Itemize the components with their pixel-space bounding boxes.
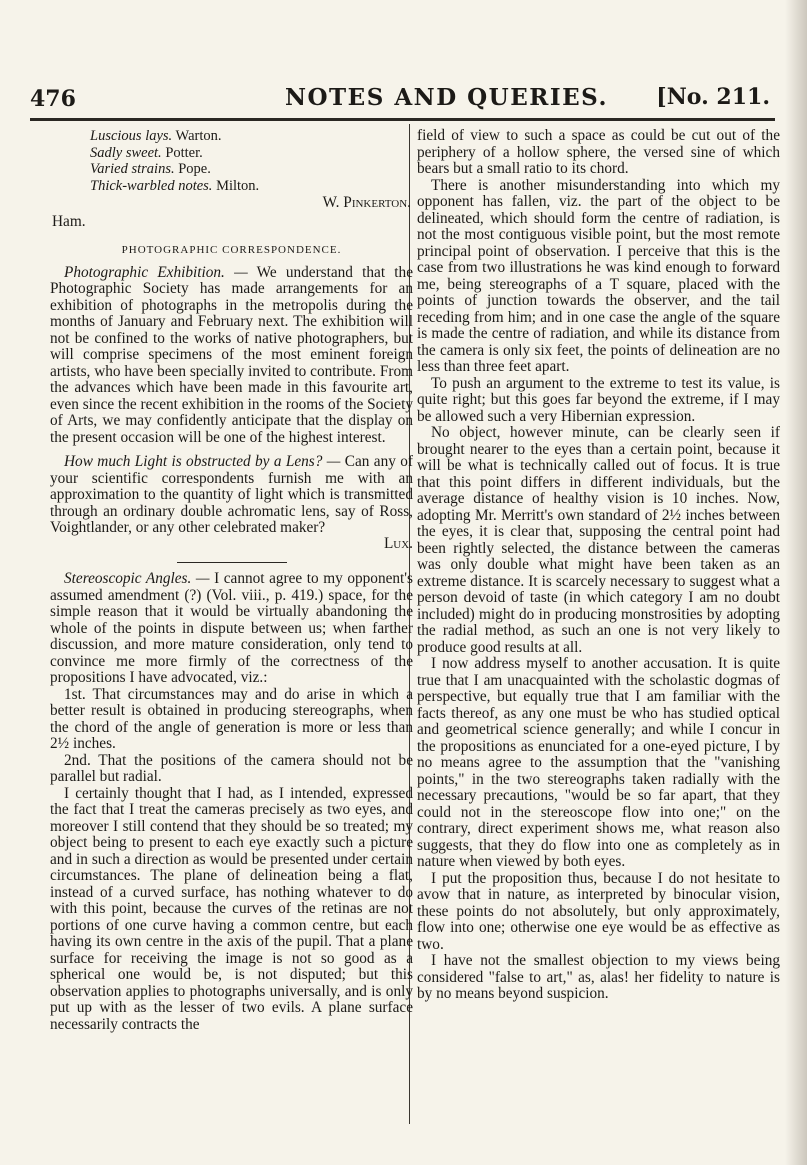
stereoscopic-para2: I certainly thought that I had, as I intended, expressed the fact that I treat the cameras precisely as two eyes, and moreover I still contend that they should be so treated; my object being to present to each eye exactly such a picture and in such a direction as would be presented under certain circumstances. The plane of delineation being a flat, instead of a curved surface, has nothing whatever to do with this point, because the curves of the retinas are not portions of one curve having a common centre, but each having its own centre in the axis of the pupil. That a plane surface for receiving the image is not so good as a spherical one would be, is not disputed; but this observation applies to photographs universally, and is only put up with as the lesser of two evils. A plane surface necessarily contracts the <box>50 784 413 1033</box>
left-column <box>50 128 413 1033</box>
lens-lead: How much Light is obstructed by a Lens? — <box>64 453 341 470</box>
exhibition-text: We understand that the Photographic Society has made arrangements for an exhibition of photographs in the metropolis during the months of January and February next. The exhibition will not be confined to the works of native photographers, but will comprise specimens of the most eminent foreign artists, who have been specially invited to contribute. From the advances which have been made in this favourite art, even since the recent exhibition in the rooms of the Society of Arts, we may confidently anticipate that the display on the present occasion will be one of the highest interest. <box>50 263 413 446</box>
lens-text: Can any of your scientific correspondents furnish me with an approximation to the quantity of light which is transmitted through an ordinary double achromatic lens, say of Ross, Voightlander, or any other celebrated maker? <box>50 453 414 536</box>
stereoscopic-para9: I have not the smallest objection to my views being considered "false to art," as, alas! her fidelity to nature is by no means beyond suspicion. <box>417 952 780 1002</box>
exhibition-lead: Photographic Exhibition. — <box>64 263 248 281</box>
running-header <box>30 82 770 116</box>
article-separator <box>177 562 287 563</box>
verse-line: Luscious lays. Warton. <box>90 128 222 144</box>
verse-list <box>90 128 413 194</box>
issue-number: [No. 211. <box>656 84 770 110</box>
page-edge-shadow <box>785 0 807 1165</box>
stereoscopic-para6: No object, however minute, can be clearly seen if brought nearer to the eyes than a certain point, because it will be what is technically called out of focus. It is true that this point differs in different individuals, but the average distance of healthy vision is 10 inches. Now, adopting Mr. Merritt's own standard of 2½ inches between the eyes, it is clear that, supposing the central point had been rightly selected, the distance between the cameras was only double what might have been taken as an extreme distance. It is scarcely necessary to suggest what a person devoid of taste (in which category I am no doubt included) might do in producing monstrosities by adopting the radial method, as such an one is not very likely to produce good results at all. <box>417 424 780 656</box>
place-name: Ham. <box>52 212 86 230</box>
verse-line: Sadly sweet. Potter. <box>90 144 203 161</box>
article-stereoscopic <box>50 571 413 687</box>
stereoscopic-para5: To push an argument to the extreme to test its value, is quite right; but this goes far beyond the extreme, if I may be allowed such a very Hibernian expression. <box>417 374 780 425</box>
stereoscopic-para3: field of view to such a space as could be cut out of the periphery of a hollow sphere, the versed sine of which bears but a small ratio to its chord. <box>417 127 780 177</box>
page-number: 476 <box>30 86 76 112</box>
stereoscopic-lead: Stereoscopic Angles. — <box>64 570 210 587</box>
point-one: 1st. That circumstances may and do arise in which a better result is obtained in producing stereographs, when the chord of the angle of generation is more or less than 2½ inches. <box>50 685 413 752</box>
running-title: NOTES AND QUERIES. <box>285 84 608 111</box>
signature-lux: Lux. <box>383 534 413 552</box>
header-rule <box>30 118 775 121</box>
stereoscopic-para1: I cannot agree to my opponent's assumed amendment (?) (Vol. viii., p. 419.) space, for the simple reason that it would be virtually abandoning the whole of the points in dispute between us; when farther discussion, and more mature consideration, only tend to convince me more firmly of the correctness of the propositions I have advocated, viz.: <box>50 570 413 686</box>
stereoscopic-para7: I now address myself to another accusation. It is quite true that I am unacquainted with the scholastic dogmas of perspective, but equally true that I am familiar with the facts thereof, as any one must be who has studied optical and geometrical science generally; and while I concur in the propositions as enunciated for a one-eyed picture, I by no means agree to the assumption that the "vanishing points," in the two stereographs taken radially with the necessary precautions, "would be so far apart, that they could not in the stereoscope flow into one;" on the contrary, direct experiment shows me, what reason also suggests, that they do flow into one as completely as in nature when viewed by both eyes. <box>417 655 780 870</box>
article-exhibition <box>50 265 413 447</box>
signature-pinkerton: W. Pinkerton. <box>322 194 411 211</box>
point-two: 2nd. That the positions of the camera should not be parallel but radial. <box>50 751 413 785</box>
verse-line: Varied strains. Pope. <box>90 161 211 177</box>
section-title: PHOTOGRAPHIC CORRESPONDENCE. <box>121 244 342 256</box>
article-lens <box>50 454 413 537</box>
verse-line: Thick-warbled notes. Milton. <box>90 177 260 194</box>
right-column <box>417 128 780 1003</box>
stereoscopic-para4: There is another misunderstanding into which my opponent has fallen, viz. the part of the object to be delineated, which should form the centre of radiation, is not the most contiguous visible point, but the most remote principal point of observation. I perceive that this is the case from two illustrations he was kind enough to forward me, being stereographs of a T square, placed with the points of junction towards the observer, and the tail receding from him; and in one case the angle of the square is made the centre of radiation, and while its distance from the camera is only six feet, the points of delineation are no less than three feet apart. <box>417 176 780 375</box>
stereoscopic-para8: I put the proposition thus, because I do not hesitate to avow that in nature, as interpreted by binocular vision, these points do not absolutely, but only approximately, flow into one; otherwise one eye would be as effective as two. <box>417 869 780 953</box>
